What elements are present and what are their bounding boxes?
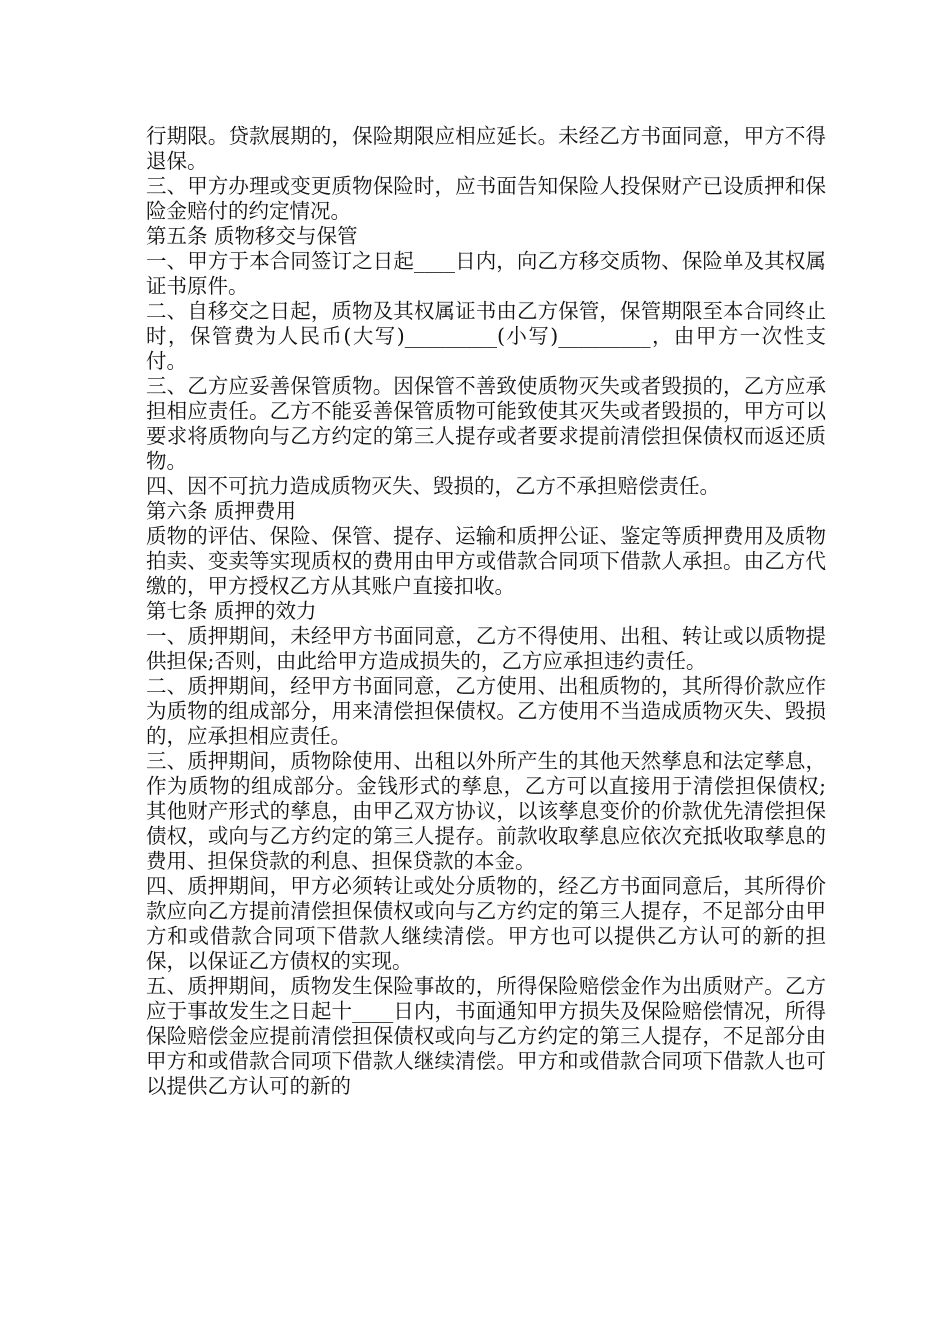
paragraph-loan-term-extension: 行期限。贷款展期的，保险期限应相应延长。未经乙方书面同意，甲方不得退保。: [146, 124, 826, 173]
paragraph-7-3: 三、质押期间，质物除使用、出租以外所产生的其他天然孳息和法定孳息，作为质物的组成部分。金钱形式的孳息，乙方可以直接用于清偿担保债权;其他财产形式的孳息，由甲乙双方协议，以该孳息变价的价款优先清偿担保债权，或向与乙方约定的第三人提存。前款收取孳息应依次充抵收取孳息的费用、担保贷款的利息、担保贷款的本金。: [146, 749, 826, 873]
paragraph-7-5: 五、质押期间，质物发生保险事故的，所得保险赔偿金作为出质财产。乙方应于事故发生之日起十____日内，书面通知甲方损失及保险赔偿情况，所得保险赔偿金应提前清偿担保债权或向与乙方约定的第三人提存，不足部分由甲方和或借款合同项下借款人继续清偿。甲方和或借款合同项下借款人也可以提供乙方认可的新的: [146, 974, 826, 1098]
paragraph-5-3: 三、乙方应妥善保管质物。因保管不善致使质物灭失或者毁损的，乙方应承担相应责任。乙方不能妥善保管质物可能致使其灭失或者毁损的，甲方可以要求将质物向与乙方约定的第三人提存或者要求提前清偿担保债权而返还质物。: [146, 374, 826, 473]
paragraph-7-1: 一、质押期间，未经甲方书面同意，乙方不得使用、出租、转让或以质物提供担保;否则，由此给甲方造成损失的，乙方应承担违约责任。: [146, 624, 826, 673]
heading-article-6: 第六条 质押费用: [146, 499, 297, 523]
heading-article-7: 第七条 质押的效力: [146, 599, 317, 623]
paragraph-7-2: 二、质押期间，经甲方书面同意，乙方使用、出租质物的，其所得价款应作为质物的组成部分，用来清偿担保债权。乙方使用不当造成质物灭失、毁损的，应承担相应责任。: [146, 674, 826, 748]
document-body: [146, 124, 826, 1099]
paragraph-6-body: 质物的评估、保险、保管、提存、运输和质押公证、鉴定等质押费用及质物拍卖、变卖等实现质权的费用由甲方或借款合同项下借款人承担。由乙方代缴的，甲方授权乙方从其账户直接扣收。: [146, 524, 826, 598]
paragraph-7-4: 四、质押期间，甲方必须转让或处分质物的，经乙方书面同意后，其所得价款应向乙方提前清偿担保债权或向与乙方约定的第三人提存，不足部分由甲方和或借款合同项下借款人继续清偿。甲方也可以提供乙方认可的新的担保，以保证乙方债权的实现。: [146, 874, 826, 973]
heading-article-5: 第五条 质物移交与保管: [146, 224, 358, 248]
paragraph-insurance-notice: 三、甲方办理或变更质物保险时，应书面告知保险人投保财产已设质押和保险金赔付的约定情况。: [146, 174, 826, 223]
paragraph-5-1: 一、甲方于本合同签订之日起____日内，向乙方移交质物、保险单及其权属证书原件。: [146, 249, 826, 298]
paragraph-5-2: 二、自移交之日起，质物及其权属证书由乙方保管，保管期限至本合同终止时，保管费为人民币(大写)_________(小写)_________，由甲方一次性支付。: [146, 299, 826, 373]
paragraph-5-4: 四、因不可抗力造成质物灭失、毁损的，乙方不承担赔偿责任。: [146, 474, 720, 498]
